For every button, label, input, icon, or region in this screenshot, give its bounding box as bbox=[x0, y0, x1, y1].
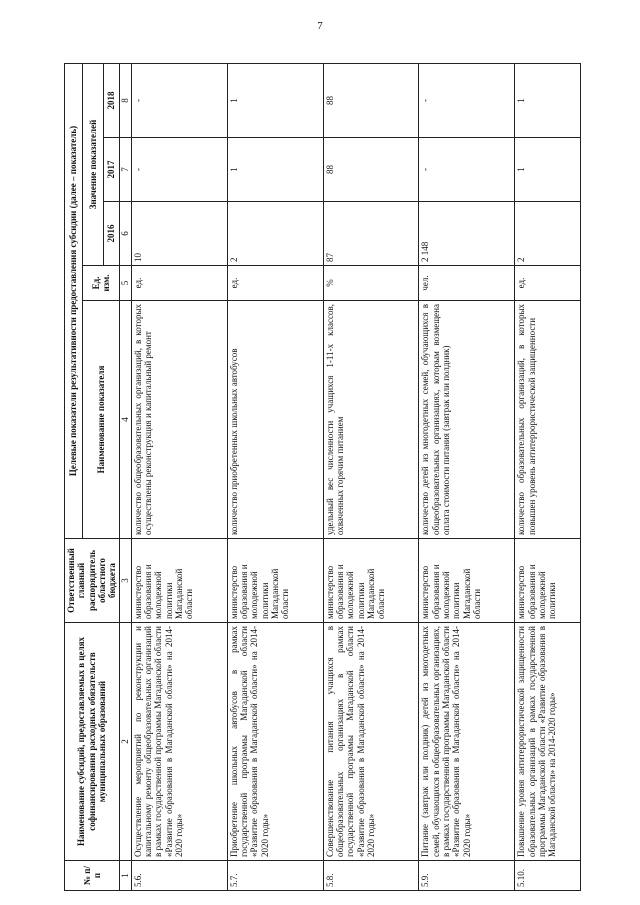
unit: чел. bbox=[419, 266, 515, 301]
column-number: 3 bbox=[119, 539, 131, 623]
row-num: 5.9. bbox=[419, 861, 515, 891]
column-number: 5 bbox=[119, 266, 131, 301]
subsidy-name: Осуществление мероприятий по реконструкции и капитальному ремонту общеобразовательных организаций в рамках государственной программы Магаданской области «Развитие образования в Магаданской области» на 2014-2020 годы» bbox=[131, 623, 227, 861]
value-2016: 2 148 bbox=[419, 202, 515, 266]
value-2017: - bbox=[131, 138, 227, 202]
table-row bbox=[515, 63, 580, 890]
value-2016: 10 bbox=[131, 202, 227, 266]
table-row bbox=[131, 63, 227, 890]
value-2018: - bbox=[131, 63, 227, 137]
column-number: 4 bbox=[119, 301, 131, 539]
indicator-name: удельный вес численности учащихся 1-11-х классов, охваченных горячим питанием bbox=[323, 301, 419, 539]
unit: % bbox=[323, 266, 419, 301]
table-row bbox=[323, 63, 419, 890]
value-2016: 2 bbox=[515, 202, 580, 266]
row-num: 5.7. bbox=[227, 861, 323, 891]
indicator-name: количество общеобразовательных организаций, в которых осуществлены реконструкция и капитальный ремонт bbox=[131, 301, 227, 539]
value-2016: 2 bbox=[227, 202, 323, 266]
header-subsidy-name: Наименование субсидий, предоставляемых в целях софинансирования расходных обязательств муниципальных образований bbox=[65, 623, 120, 861]
column-number: 2 bbox=[119, 623, 131, 861]
value-2018: 1 bbox=[227, 63, 323, 137]
unit: ед. bbox=[227, 266, 323, 301]
header-num: № п/п bbox=[65, 861, 120, 891]
subsidy-table bbox=[64, 63, 581, 891]
value-2016: 87 bbox=[323, 202, 419, 266]
value-2018: 1 bbox=[515, 63, 580, 137]
indicator-name: количество образовательных организаций, в которых повышен уровень антитеррористической защищенности bbox=[515, 301, 580, 539]
rotated-table-container bbox=[64, 64, 576, 891]
subsidy-name: Приобретение школьных автобусов в рамках государственной программы Магаданской области «Развитие образования в Магаданской области» на 2014-2020 годы» bbox=[227, 623, 323, 861]
table-row bbox=[227, 63, 323, 890]
subsidy-name: Питание (завтрак или полдник) детей из многодетных семей, обучающихся в общеобразовательных организациях, в рамках государственной программы Магаданской области «Развитие образования в Магаданской области» на 2014-2020 годы» bbox=[419, 623, 515, 861]
column-number: 7 bbox=[119, 138, 131, 202]
column-number: 6 bbox=[119, 202, 131, 266]
subsidy-name: Повышение уровня антитеррористической защищенности образовательных организаций в рамках государственной программы Магаданской области «Развитие образования в Магаданской области» на 2014-2020 годы» bbox=[515, 623, 580, 861]
unit: ед. bbox=[131, 266, 227, 301]
value-2017: 1 bbox=[515, 138, 580, 202]
indicator-name: количество детей из многодетных семей, обучающихся в общеобразовательных организациях, которым возмещена оплата стоимости питания (завтрак или полдник) bbox=[419, 301, 515, 539]
header-2016: 2016 bbox=[103, 202, 119, 266]
value-2017: - bbox=[419, 138, 515, 202]
row-num: 5.10. bbox=[515, 861, 580, 891]
header-2017: 2017 bbox=[103, 138, 119, 202]
ministry: министерство образования и молодежной политики Магаданской области bbox=[419, 539, 515, 623]
ministry: министерство образования и молодежной политики Магаданской области bbox=[323, 539, 419, 623]
subsidy-name: Совершенствование питания учащихся в общеобразовательных организациях в рамках государственной программы Магаданской области «Развитие образования в Магаданской области» на 2014-2020 годы» bbox=[323, 623, 419, 861]
table-row bbox=[419, 63, 515, 890]
row-num: 5.6. bbox=[131, 861, 227, 891]
unit: ед. bbox=[515, 266, 580, 301]
value-2018: 88 bbox=[323, 63, 419, 137]
header-indicator-name: Наименование показателя bbox=[83, 301, 120, 539]
value-2017: 88 bbox=[323, 138, 419, 202]
header-ministry: Ответственный главный распорядитель областного бюджета bbox=[65, 539, 120, 623]
row-num: 5.8. bbox=[323, 861, 419, 891]
ministry: министерство образования и молодежной политики bbox=[515, 539, 580, 623]
ministry: министерство образования и молодежной политики Магаданской области bbox=[131, 539, 227, 623]
value-2017: 1 bbox=[227, 138, 323, 202]
column-number: 8 bbox=[119, 63, 131, 137]
header-indicators-group: Целевые показатели результативности предоставления субсидии (далее – показатель) bbox=[65, 63, 83, 538]
ministry: министерство образования и молодежной политики Магаданской области bbox=[227, 539, 323, 623]
page-number: 7 bbox=[317, 20, 323, 32]
header-unit: Ед. изм. bbox=[83, 266, 120, 301]
indicator-name: количество приобретенных школьных автобусов bbox=[227, 301, 323, 539]
value-2018: - bbox=[419, 63, 515, 137]
column-number: 1 bbox=[119, 861, 131, 891]
header-2018: 2018 bbox=[103, 63, 119, 137]
header-values-group: Значение показателей bbox=[83, 63, 104, 265]
